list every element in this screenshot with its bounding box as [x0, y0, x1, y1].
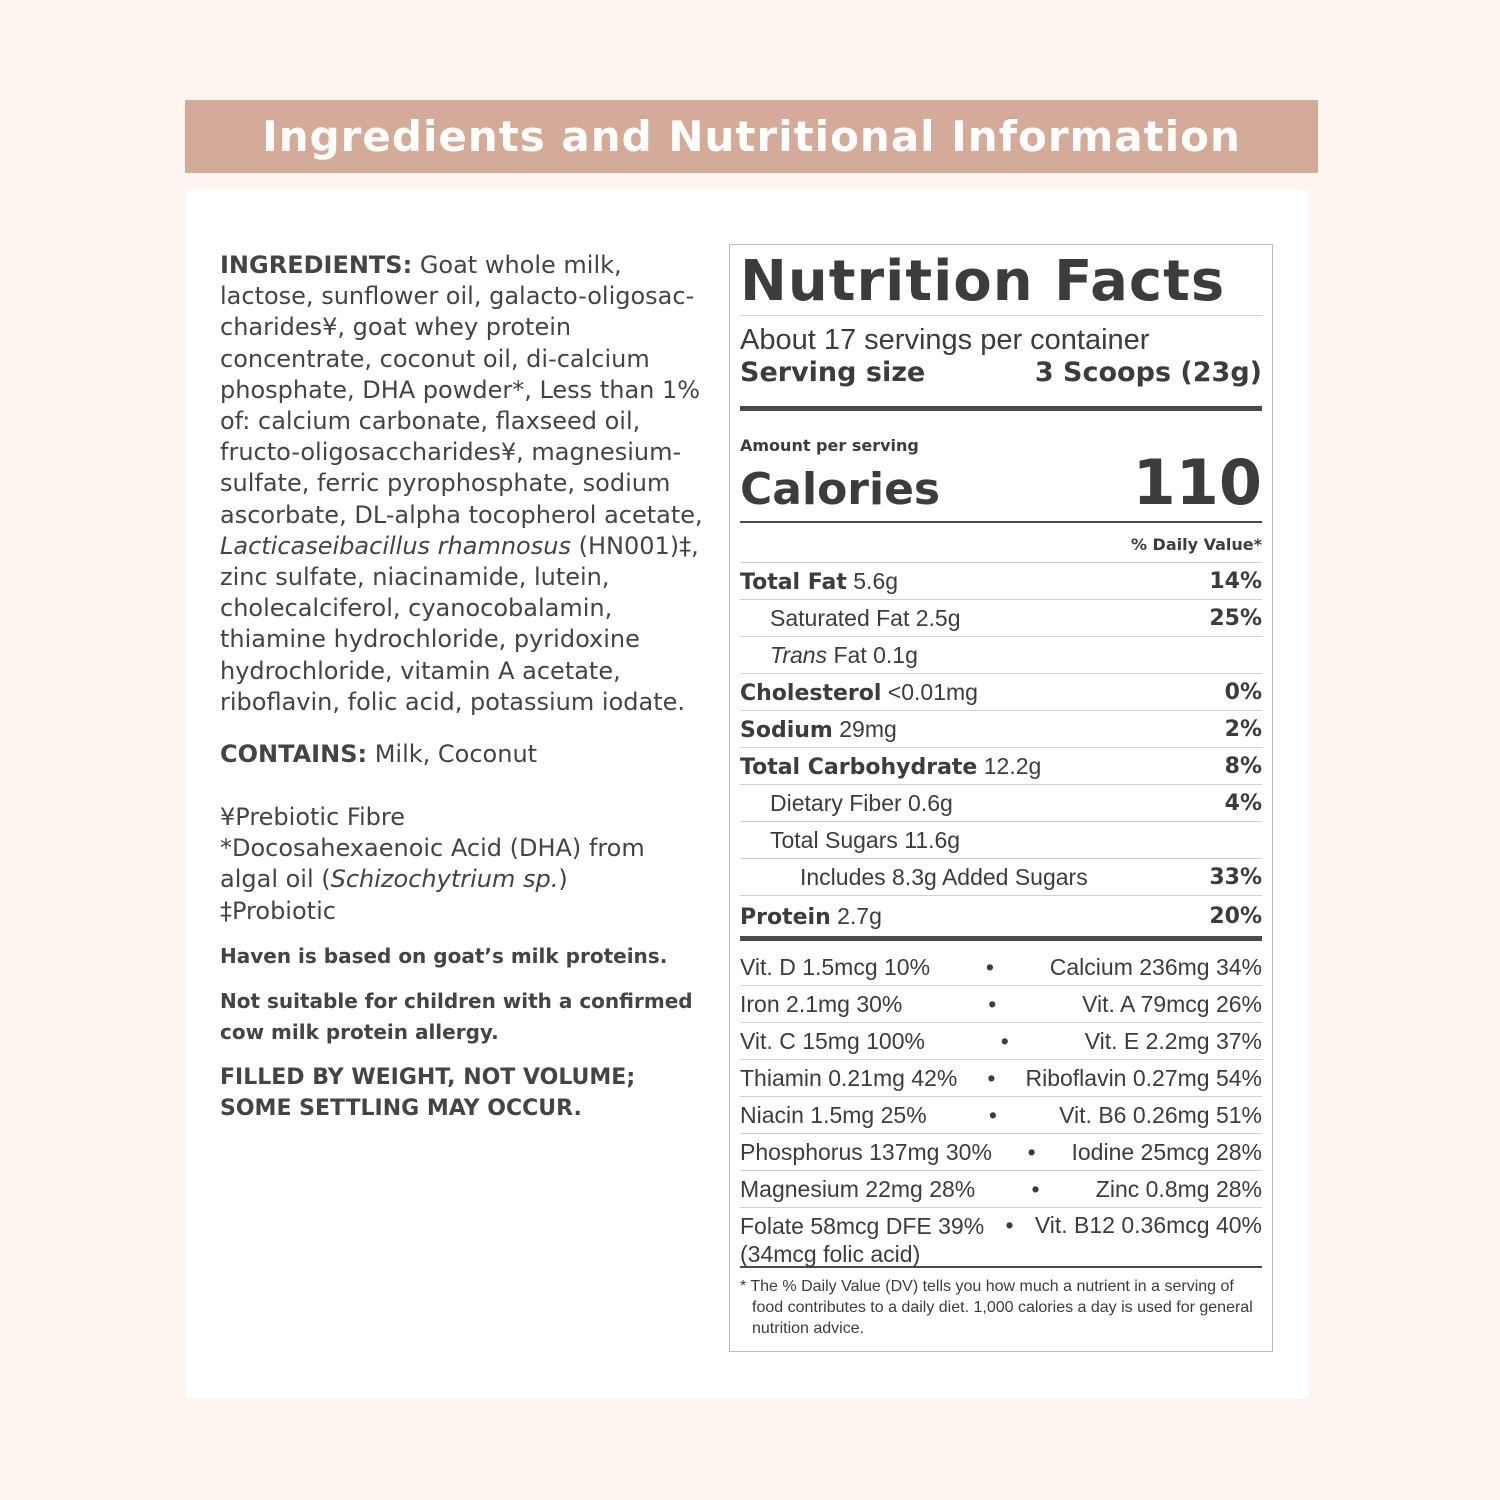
calories-value: 110	[1132, 446, 1262, 519]
nutrient-percent: 0%	[1224, 679, 1262, 705]
ingredients-label: INGREDIENTS:	[220, 251, 413, 279]
nutrition-facts-label	[729, 244, 1273, 1352]
header-banner	[185, 100, 1318, 173]
nutrient-row-total-fat	[740, 563, 1262, 600]
nutrient-amount: Fat 0.1g	[827, 641, 918, 668]
nutrient-amount: Includes 8.3g Added Sugars	[800, 863, 1088, 890]
nutrient-percent: 8%	[1224, 753, 1262, 779]
vitamin-left: Thiamin 0.21mg 42%	[740, 1064, 958, 1091]
note-dha	[220, 833, 710, 895]
nutrient-row-total-carbohydrate	[740, 748, 1262, 785]
amount-per-serving: Amount per serving	[740, 436, 919, 455]
vitamin-right: Calcium 236mg 34%	[1049, 953, 1262, 980]
goat-statement: Haven is based on goat’s milk proteins.	[220, 943, 668, 968]
contains-value: Milk, Coconut	[367, 740, 538, 769]
vitamin-right: Vit. E 2.2mg 37%	[1084, 1027, 1262, 1054]
note-probiotic: ‡Probiotic	[220, 896, 336, 925]
nutrient-row-dietary-fiber	[740, 785, 1262, 822]
vitamin-left: Phosphorus 137mg 30%	[740, 1138, 992, 1165]
nutrient-name: Cholesterol	[740, 680, 882, 706]
filled-line-2: SOME SETTLING MAY OCCUR.	[220, 1095, 582, 1121]
bullet-separator: •	[1000, 1027, 1009, 1054]
note-prebiotic: ¥Prebiotic Fibre	[220, 803, 405, 832]
nutrient-percent: 20%	[1209, 903, 1262, 929]
allergy-statement: Not suitable for children with a confirmed cow milk protein allergy.	[220, 988, 693, 1044]
vitamin-left: Niacin 1.5mg 25%	[740, 1101, 927, 1128]
vitamin-right: Vit. A 79mcg 26%	[1082, 990, 1262, 1017]
nutrient-row-saturated-fat	[740, 600, 1262, 637]
vitamin-row-folate	[740, 1208, 1262, 1268]
nutrient-name: Sodium	[740, 717, 833, 743]
ingredients-text	[220, 250, 710, 718]
serving-size-label: Serving size	[740, 357, 926, 388]
nutrient-percent: 14%	[1209, 568, 1262, 594]
folate-cell	[740, 1212, 984, 1268]
contains-label: CONTAINS:	[220, 740, 368, 769]
ingredients-list-2: (HN001)‡, zinc sulfate, niacinamide, lutein, cholecalciferol, cyanocobalamin, thiamine hydrochloride, pyridoxine hydrochloride, vitamin A acetate, riboflavin, folic acid, potassium iodate.	[220, 531, 699, 716]
nutrient-name: Protein	[740, 904, 831, 930]
filled-statement	[220, 1062, 710, 1124]
contains-line	[220, 739, 710, 770]
nutrient-amount: 5.6g	[846, 567, 899, 594]
nutrient-name: Trans	[770, 641, 828, 668]
bullet-separator: •	[1005, 1212, 1014, 1238]
bullet-separator: •	[988, 990, 997, 1017]
servings-per-container: About 17 servings per container	[740, 324, 1150, 356]
page-title: Ingredients and Nutritional Information	[262, 112, 1241, 161]
nutrient-amount: Dietary Fiber 0.6g	[770, 789, 953, 816]
daily-value-footnote: * The % Daily Value (DV) tells you how much a nutrient in a serving of food contributes to a daily diet. 1,000 calories a day is used for general nutrition advice.	[740, 1278, 1253, 1337]
nutrient-row-total-sugars	[740, 822, 1262, 859]
note-dha-text: *Docosahexaenoic Acid (DHA) from algal oil (	[220, 834, 645, 894]
vitamin-left: Magnesium 22mg 28%	[740, 1175, 976, 1202]
nutrient-amount: <0.01mg	[881, 678, 978, 705]
daily-value-header: % Daily Value*	[740, 523, 1262, 563]
vitamin-left: Vit. D 1.5mcg 10%	[740, 953, 931, 980]
folate-detail: (34mcg folic acid)	[740, 1241, 921, 1267]
vitamin-right: Iodine 25mcg 28%	[1071, 1138, 1262, 1165]
bullet-separator: •	[1027, 1138, 1036, 1165]
nutrient-name: Total Carbohydrate	[740, 754, 978, 780]
vitamin-right: Vit. B6 0.26mg 51%	[1059, 1101, 1262, 1128]
vitamin-row	[740, 949, 1262, 986]
vitamin-row	[740, 1023, 1262, 1060]
nutrient-row-protein	[740, 896, 1262, 941]
ingredients-column	[220, 250, 710, 1124]
nutrient-amount: 12.2g	[977, 752, 1042, 779]
note-dha-close: )	[558, 865, 568, 894]
calories-label: Calories	[740, 464, 941, 515]
nutrient-amount: Saturated Fat 2.5g	[770, 604, 961, 631]
footnotes	[220, 802, 710, 927]
nutrient-amount: Total Sugars 11.6g	[770, 826, 961, 853]
vitamin-row	[740, 1134, 1262, 1171]
nutrition-facts-title: Nutrition Facts	[740, 249, 1262, 316]
vitamin-row	[740, 1097, 1262, 1134]
calories-row	[740, 446, 1262, 523]
nutrient-percent: 25%	[1209, 605, 1262, 631]
nutrient-row-sodium	[740, 711, 1262, 748]
vitamin-left: Folate 58mcg DFE 39%	[740, 1213, 985, 1239]
nutrient-amount: 29mg	[832, 715, 897, 742]
nutrient-percent: 4%	[1224, 790, 1262, 816]
nutrient-percent: 2%	[1224, 716, 1262, 742]
nutrient-percent: 33%	[1209, 864, 1262, 890]
bullet-separator: •	[985, 953, 994, 980]
nutrient-row-added-sugars	[740, 859, 1262, 896]
vitamin-row	[740, 1060, 1262, 1097]
vitamin-row	[740, 986, 1262, 1023]
bullet-separator: •	[988, 1101, 997, 1128]
note-dha-species: Schizochytrium sp.	[330, 865, 559, 894]
ingredients-probiotic-name: Lacticaseibacillus rhamnosus	[220, 531, 571, 560]
vitamin-left: Iron 2.1mg 30%	[740, 990, 903, 1017]
vitamin-right: Zinc 0.8mg 28%	[1095, 1175, 1262, 1202]
ingredients-list-1: Goat whole milk, lactose, sunflower oil, galacto-oligosac-charides¥, goat whey protein concentrate, coconut oil, di-calcium phosphate, DHA powder*, Less than 1% of: calcium carbonate, flaxseed oil, fructo-oligosaccharides¥, magnesium-sulfate, ferric pyrophosphate, sodium ascorbate, DL-alpha tocopherol acetate,	[220, 251, 703, 529]
nutrient-amount: 2.7g	[830, 902, 882, 929]
vitamin-right: Riboflavin 0.27mg 54%	[1025, 1064, 1262, 1091]
vitamin-row	[740, 1171, 1262, 1208]
nutrient-row-trans-fat	[740, 637, 1262, 674]
serving-size-row	[740, 356, 1262, 411]
bullet-separator: •	[987, 1064, 996, 1091]
vitamin-right: Vit. B12 0.36mcg 40%	[1034, 1212, 1262, 1238]
bullet-separator: •	[1031, 1175, 1040, 1202]
vitamin-left: Vit. C 15mg 100%	[740, 1027, 925, 1054]
filled-line-1: FILLED BY WEIGHT, NOT VOLUME;	[220, 1064, 636, 1090]
serving-size-value: 3 Scoops (23g)	[1034, 357, 1262, 388]
nutrient-name: Total Fat	[740, 569, 847, 595]
nutrient-row-cholesterol	[740, 674, 1262, 711]
